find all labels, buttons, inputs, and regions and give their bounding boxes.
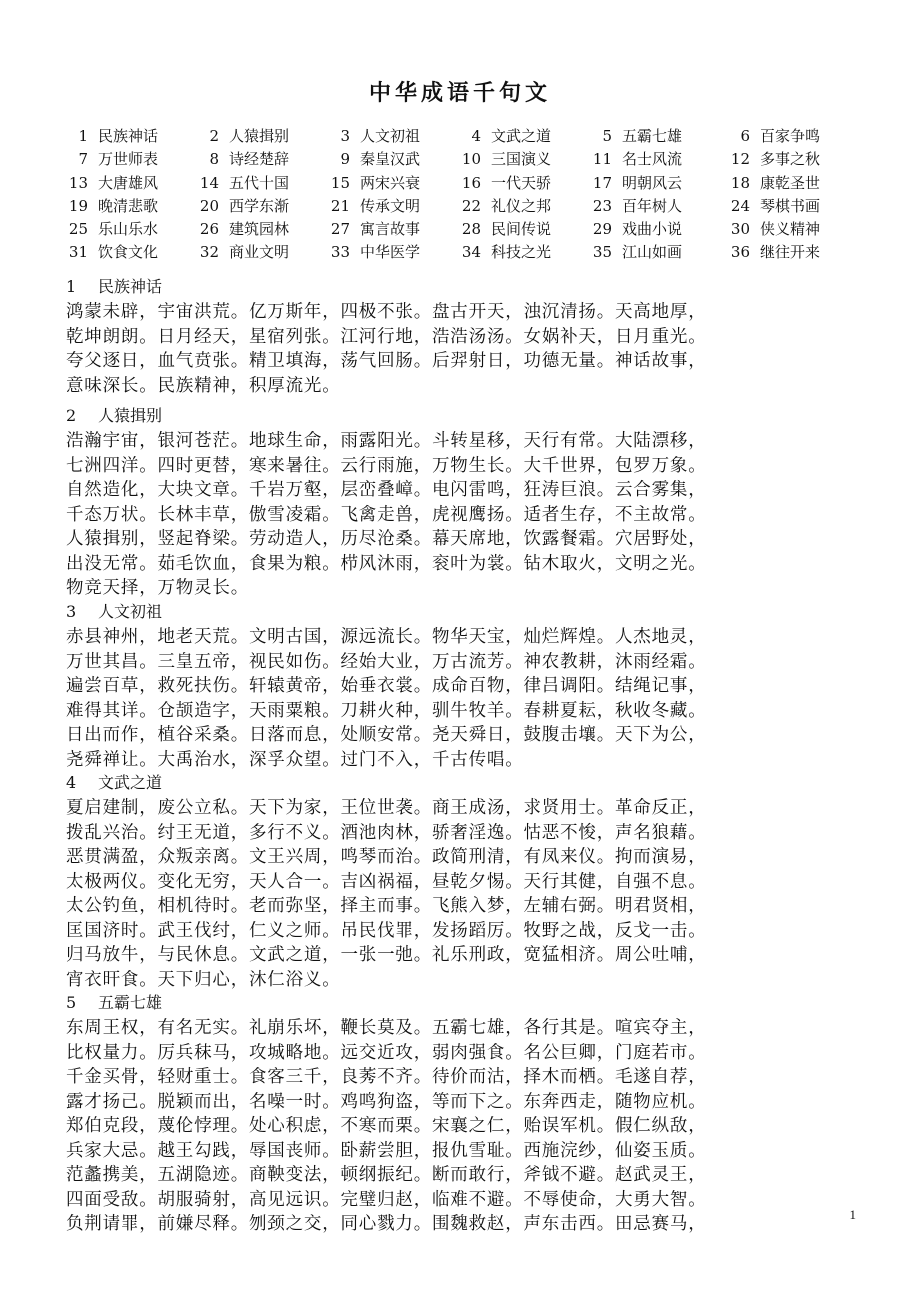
toc-item-number: 23 [592, 196, 612, 215]
toc-item-number: 32 [199, 243, 219, 262]
text-line: 四面受敌。胡服骑射，高见远识。完璧归赵，临难不避。不辱使命，大勇大智。 [66, 1189, 707, 1210]
toc-item-number: 14 [199, 173, 219, 192]
toc-item-title: 饮食文化 [98, 243, 159, 262]
toc-item-title: 多事之秋 [760, 150, 821, 169]
toc-item-title: 继往开来 [760, 243, 821, 262]
toc-item-title: 西学东渐 [229, 196, 290, 215]
toc-row [66, 241, 846, 264]
section-number: 1 [66, 277, 77, 296]
text-line: 七洲四洋。四时更替，寒来暑往。云行雨施，万物生长。大千世界，包罗万象。 [66, 455, 707, 476]
toc-item [197, 148, 324, 171]
toc-item [66, 195, 193, 218]
text-line: 人猿揖别，竖起脊梁。劳动造人，历尽沧桑。幕天席地，饮露餐霜。穴居野处， [66, 529, 707, 549]
toc-item-number: 2 [209, 127, 219, 145]
section-heading [66, 274, 826, 300]
toc-item-number: 8 [209, 150, 219, 169]
toc-item-title: 三国演义 [491, 150, 552, 169]
toc-item-title: 一代天骄 [491, 173, 552, 192]
toc-item [197, 241, 324, 264]
toc-item-number: 13 [68, 173, 88, 192]
toc-item [66, 148, 193, 171]
section-heading [66, 599, 826, 625]
toc-item-title: 五代十国 [229, 173, 290, 192]
toc-row [66, 195, 846, 218]
toc-item [328, 125, 455, 148]
toc-item-number: 12 [730, 150, 750, 169]
toc-item-number: 29 [592, 220, 612, 239]
section [66, 274, 826, 398]
toc-item [728, 172, 858, 195]
toc-item [197, 172, 324, 195]
toc-item-title: 人猿揖别 [229, 127, 290, 145]
toc-item-title: 科技之光 [491, 243, 552, 262]
toc-item-number: 3 [340, 127, 350, 145]
toc-item-number: 1 [78, 127, 88, 145]
section [66, 990, 826, 1237]
text-line: 浩瀚宇宙，银河苍茫。地球生命，雨露阳光。斗转星移，天行有常。大陆漂移， [66, 431, 707, 451]
toc-item [728, 125, 858, 148]
toc-item [66, 241, 193, 264]
text-line: 万世其昌。三皇五帝，视民如伤。经始大业，万古流芳。神农教耕，沐雨经霜。 [66, 651, 707, 672]
toc-item [459, 172, 586, 195]
toc-item-title: 民间传说 [491, 220, 552, 239]
toc-item [728, 148, 858, 171]
text-line: 日出而作，植谷采桑。日落而息，处顺安常。尧天舜日，鼓腹击壤。天下为公， [66, 725, 707, 745]
toc-item-title: 明朝风云 [622, 173, 683, 192]
section-number: 5 [66, 993, 77, 1012]
text-line: 宵衣旰食。天下归心，沐仁浴义。 [66, 969, 341, 990]
section-heading [66, 770, 826, 796]
toc-item-title: 乐山乐水 [98, 220, 159, 239]
section-title: 人猿揖别 [98, 406, 163, 425]
toc-item [590, 218, 724, 241]
text-line: 太公钓鱼，相机待时。老而弥坚，择主而事。飞熊入梦，左辅右弼。明君贤相， [66, 896, 707, 916]
text-line: 千金买骨，轻财重士。食客三千，良莠不齐。待价而沽，择木而栖。毛遂自荐， [66, 1067, 707, 1087]
section-title: 人文初祖 [98, 602, 163, 621]
toc-item-number: 25 [68, 220, 88, 239]
toc-item [197, 195, 324, 218]
section-number: 4 [66, 773, 77, 792]
toc-item-title: 大唐雄风 [98, 173, 159, 192]
toc-item-title: 康乾圣世 [760, 173, 821, 192]
section-heading [66, 990, 826, 1016]
toc-item-number: 10 [461, 150, 481, 169]
text-line: 兵家大忌。越王勾践，辱国丧师。卧薪尝胆，报仇雪耻。西施浣纱，仙姿玉质。 [66, 1140, 707, 1161]
toc-item [197, 218, 324, 241]
toc-item [459, 148, 586, 171]
section [66, 403, 826, 601]
text-line: 乾坤朗朗。日月经天，星宿列张。江河行地，浩浩汤汤。女娲补天，日月重光。 [66, 326, 707, 347]
text-line: 鸿蒙未辟，宇宙洪荒。亿万斯年，四极不张。盘古开天，浊沉清扬。天高地厚， [66, 302, 707, 322]
text-line: 匡国济时。武王伐纣，仁义之师。吊民伐罪，发扬蹈厉。牧野之战，反戈一击。 [66, 920, 707, 941]
toc-item-number: 31 [68, 243, 88, 262]
toc-item-title: 诗经楚辞 [229, 150, 290, 169]
text-line: 出没无常。茹毛饮血，食果为粮。栉风沐雨，衮叶为裳。钻木取火，文明之光。 [66, 553, 707, 574]
text-line: 恶贯满盈，众叛亲离。文王兴周，鸣琴而治。政简刑清，有凤来仪。拘而演易， [66, 847, 707, 867]
table-of-contents [66, 125, 846, 265]
text-line: 太极两仪。变化无穷，天人合一。吉凶祸福，昼乾夕惕。天行其健，自强不息。 [66, 871, 707, 892]
toc-item [728, 195, 858, 218]
toc-item-number: 11 [592, 150, 612, 169]
section-title: 民族神话 [98, 277, 163, 296]
toc-item-number: 28 [461, 220, 481, 239]
toc-item-number: 6 [740, 127, 750, 145]
toc-item-title: 秦皇汉武 [360, 150, 421, 169]
text-line: 遍尝百草，救死扶伤。轩辕黄帝，始垂衣裳。成命百物，律吕调阳。结绳记事， [66, 676, 707, 696]
toc-item-title: 礼仪之邦 [491, 196, 552, 215]
text-line: 拨乱兴治。纣王无道，多行不义。酒池肉林，骄奢淫逸。怙恶不悛，声名狼藉。 [66, 822, 707, 843]
toc-item-number: 16 [461, 173, 481, 192]
text-line: 夏启建制，废公立私。天下为家，王位世袭。商王成汤，求贤用士。革命反正， [66, 798, 707, 818]
toc-item-title: 百年树人 [622, 196, 683, 215]
toc-item [328, 172, 455, 195]
document-title: 中华成语千句文 [368, 80, 551, 106]
section-title: 文武之道 [98, 773, 163, 792]
toc-item-number: 15 [330, 173, 350, 192]
text-line: 尧舜禅让。大禹治水，深孚众望。过门不入，千古传唱。 [66, 749, 524, 770]
toc-item-number: 7 [78, 150, 88, 169]
toc-item [66, 218, 193, 241]
section-number: 3 [66, 602, 77, 621]
toc-item-title: 传承文明 [360, 196, 421, 215]
toc-item-title: 文武之道 [491, 127, 552, 145]
toc-item-title: 人文初祖 [360, 127, 421, 145]
toc-item [328, 195, 455, 218]
toc-item-title: 寓言故事 [360, 220, 421, 239]
toc-item-title: 五霸七雄 [622, 127, 683, 145]
toc-item-number: 18 [730, 173, 750, 192]
toc-item-title: 民族神话 [98, 127, 159, 145]
toc-item-number: 35 [592, 243, 612, 262]
toc-item [197, 125, 324, 148]
text-line: 负荆请罪，前嫌尽释。刎颈之交，同心戮力。围魏救赵，声东击西。田忌赛马， [66, 1214, 707, 1234]
toc-item-title: 两宋兴衰 [360, 173, 421, 192]
toc-item-number: 4 [471, 127, 481, 145]
section [66, 770, 826, 992]
toc-row [66, 148, 846, 171]
toc-item [459, 125, 586, 148]
toc-item-number: 19 [68, 196, 88, 215]
text-line: 比权量力。厉兵秣马，攻城略地。远交近攻，弱肉强食。名公巨卿，门庭若市。 [66, 1042, 707, 1063]
text-line: 东周王权，有名无实。礼崩乐坏，鞭长莫及。五霸七雄，各行其是。喧宾夺主， [66, 1018, 707, 1038]
toc-item-title: 商业文明 [229, 243, 290, 262]
text-line: 夸父逐日，血气贲张。精卫填海，荡气回肠。后羿射日，功德无量。神话故事， [66, 351, 707, 371]
toc-item-title: 建筑园林 [229, 220, 290, 239]
toc-row [66, 218, 846, 241]
page-number: 1 [849, 1207, 856, 1222]
text-line: 物竞天择，万物灵长。 [66, 578, 249, 598]
text-line: 难得其详。仓颉造字，天雨粟粮。刀耕火种，驯牛牧羊。春耕夏耘，秋收冬藏。 [66, 700, 707, 721]
toc-item-title: 晚清悲歌 [98, 196, 159, 215]
toc-item-number: 24 [730, 196, 750, 215]
toc-item [459, 218, 586, 241]
toc-item-number: 30 [730, 220, 750, 239]
text-line: 范蠡携美，五湖隐迹。商鞅变法，顿纲振纪。断而敢行，斧钺不避。赵武灵王， [66, 1165, 707, 1185]
toc-item [459, 195, 586, 218]
toc-row [66, 125, 846, 148]
toc-item [590, 172, 724, 195]
toc-item [328, 148, 455, 171]
toc-item [728, 218, 858, 241]
section-title: 五霸七雄 [98, 993, 163, 1012]
section-number: 2 [66, 406, 77, 425]
toc-item-title: 琴棋书画 [760, 196, 821, 215]
section-heading [66, 403, 826, 429]
toc-item-number: 22 [461, 196, 481, 215]
toc-item-title: 百家争鸣 [760, 127, 821, 145]
text-line: 归马放牛，与民休息。文武之道，一张一弛。礼乐刑政，宽猛相济。周公吐哺， [66, 945, 707, 965]
toc-item-number: 27 [330, 220, 350, 239]
toc-item-title: 万世师表 [98, 150, 159, 169]
toc-item [590, 195, 724, 218]
text-line: 露才扬己。脱颖而出，名噪一时。鸡鸣狗盗，等而下之。东奔西走，随物应机。 [66, 1091, 707, 1112]
toc-item [328, 218, 455, 241]
toc-item [590, 241, 724, 264]
toc-item [66, 125, 193, 148]
text-line: 千态万状。长林丰草，傲雪凌霜。飞禽走兽，虎视鹰扬。适者生存，不主故常。 [66, 504, 707, 525]
toc-item-number: 33 [330, 243, 350, 262]
toc-item-title: 江山如画 [622, 243, 683, 262]
toc-row [66, 172, 846, 195]
toc-item-title: 名士风流 [622, 150, 683, 169]
text-line: 郑伯克段，蔑伦悖理。处心积虑，不寒而栗。宋襄之仁，贻误军机。假仁纵敌， [66, 1116, 707, 1136]
toc-item-number: 17 [592, 173, 612, 192]
toc-item [328, 241, 455, 264]
section [66, 599, 826, 772]
toc-item [590, 125, 724, 148]
toc-item-number: 5 [602, 127, 612, 145]
toc-item-number: 36 [730, 243, 750, 262]
toc-item-title: 中华医学 [360, 243, 421, 262]
toc-item [459, 241, 586, 264]
toc-item-number: 20 [199, 196, 219, 215]
toc-item-title: 戏曲小说 [622, 220, 683, 239]
toc-item-number: 34 [461, 243, 481, 262]
toc-item-number: 9 [340, 150, 350, 169]
toc-item-number: 26 [199, 220, 219, 239]
text-line: 意味深长。民族精神，积厚流光。 [66, 375, 341, 396]
toc-item [590, 148, 724, 171]
text-line: 自然造化，大块文章。千岩万壑，层峦叠嶂。电闪雷鸣，狂涛巨浪。云合雾集， [66, 480, 707, 500]
toc-item [66, 172, 193, 195]
text-line: 赤县神州，地老天荒。文明古国，源远流长。物华天宝，灿烂辉煌。人杰地灵， [66, 627, 707, 647]
toc-item [728, 241, 858, 264]
toc-item-number: 21 [330, 196, 350, 215]
toc-item-title: 侠义精神 [760, 220, 821, 239]
